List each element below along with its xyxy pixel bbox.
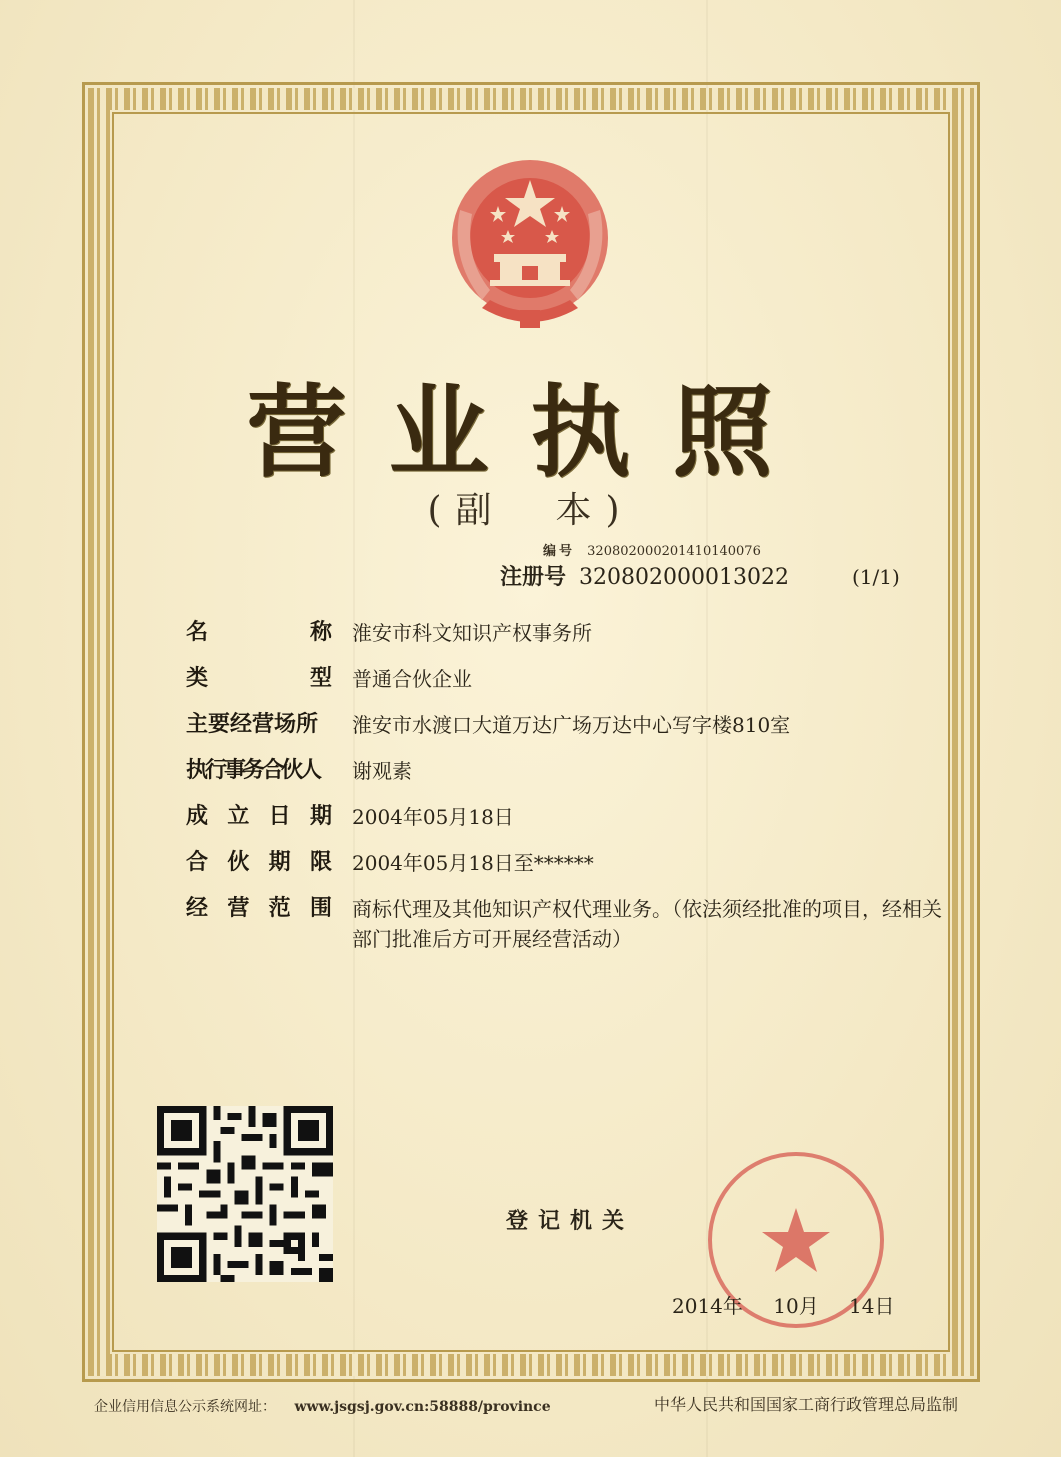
page-indicator: (1/1) [851, 565, 900, 589]
serial-label: 编号 [543, 544, 576, 559]
registration-number: 320802000013022 [579, 565, 789, 590]
license-fields [186, 618, 946, 970]
document-title: 营业执照 [246, 373, 815, 491]
field-label: 执行事务合伙人 [186, 758, 320, 783]
field-row-established [186, 802, 946, 832]
field-row-place [186, 710, 946, 740]
field-value: 2004年05月18日至****** [352, 851, 594, 875]
field-value: 谢观素 [352, 759, 412, 783]
footer-left [94, 1396, 551, 1416]
registration-authority: 登记机关 [506, 1209, 635, 1234]
field-row-partner [186, 756, 946, 786]
field-label: 类 型 [186, 666, 332, 691]
qr-code-icon [157, 1106, 333, 1282]
field-row-scope [186, 894, 946, 954]
issue-date: 2014年 10月 14日 [672, 1294, 895, 1318]
field-row-name [186, 618, 946, 648]
field-label: 合 伙 期 限 [186, 850, 332, 875]
document-subtitle: (副 本) [427, 490, 634, 531]
registration-number-line [500, 560, 900, 591]
serial-number: 320802000201410140076 [587, 544, 761, 559]
field-label: 主要经营场所 [186, 712, 319, 737]
field-label: 经 营 范 围 [186, 896, 332, 921]
field-value: 商标代理及其他知识产权代理业务。（依法须经批准的项目，经相关部门批准后方可开展经营活动） [352, 897, 942, 951]
footer-url: www.jsgsj.gov.cn:58888/province [294, 1399, 551, 1415]
field-row-type [186, 664, 946, 694]
field-value: 普通合伙企业 [352, 667, 472, 691]
field-row-term [186, 848, 946, 878]
footer-right: 中华人民共和国国家工商行政管理总局监制 [654, 1395, 959, 1414]
field-label: 成 立 日 期 [186, 804, 332, 829]
registration-label: 注册号 [500, 565, 567, 590]
field-value: 淮安市水渡口大道万达广场万达中心写字楼810室 [352, 713, 791, 737]
field-label: 名 称 [186, 620, 332, 645]
national-emblem-icon [442, 150, 618, 336]
field-value: 2004年05月18日 [352, 805, 514, 829]
field-value: 淮安市科文知识产权事务所 [352, 621, 592, 645]
serial-number-line [543, 540, 761, 559]
footer-label: 企业信用信息公示系统网址： [94, 1399, 276, 1415]
